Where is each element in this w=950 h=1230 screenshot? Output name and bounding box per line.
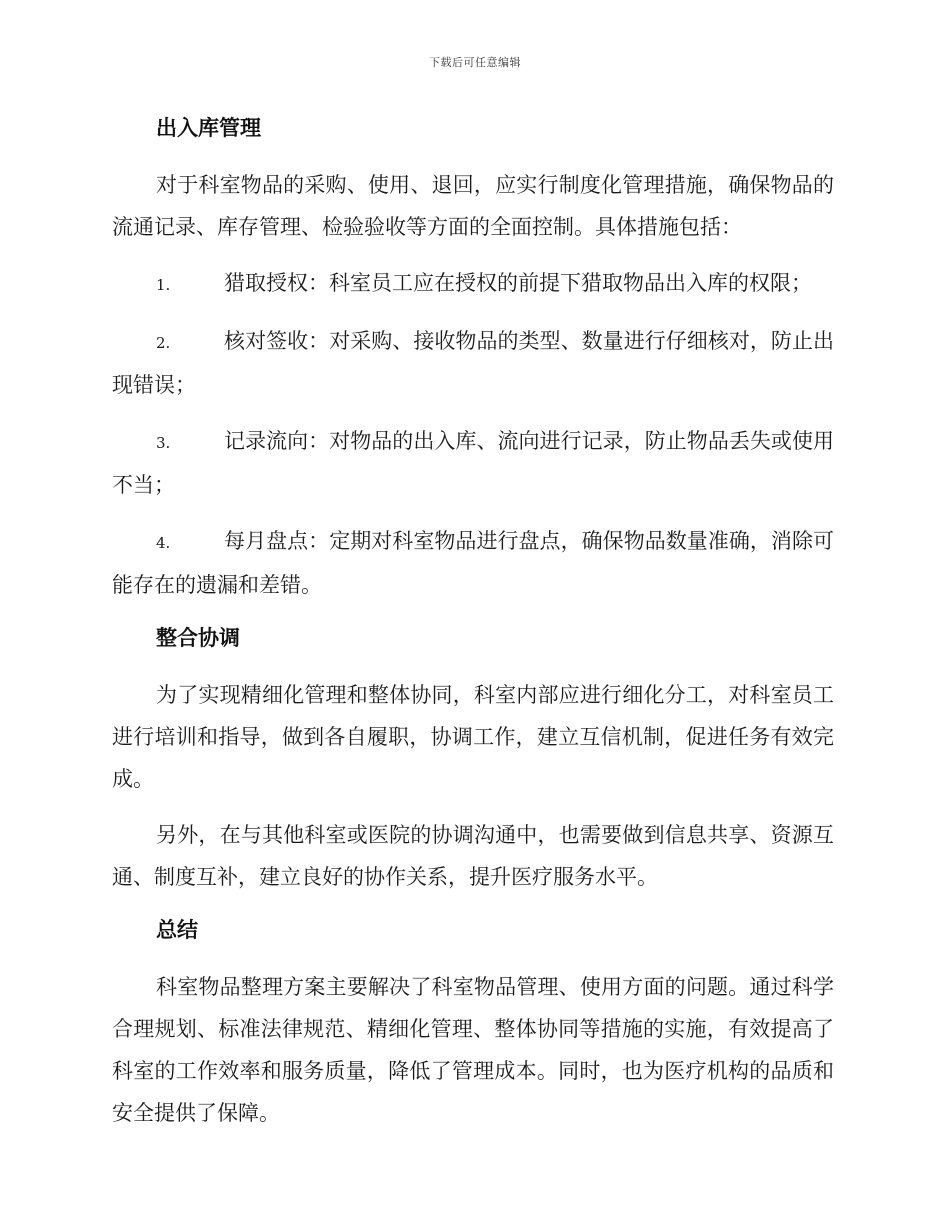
- page-header-note: 下载后可任意编辑: [429, 56, 521, 69]
- list-item-text: 核对签收：对采购、接收物品的类型、数量进行仔细核对，防止出现错误；: [112, 329, 834, 397]
- list-item-text: 记录流向：对物品的出入库、流向进行记录，防止物品丢失或使用不当；: [112, 429, 834, 497]
- list-item-number: 3.: [156, 434, 171, 452]
- list-item-number: 2.: [156, 334, 171, 352]
- section-heading-summary: 总结: [156, 918, 198, 942]
- paragraph: 另外，在与其他科室或医院的协调沟通中，也需要做到信息共享、资源互通、制度互补，建立良好的协作关系，提升医疗服务水平。: [112, 823, 834, 889]
- list-item: [112, 262, 834, 306]
- section-intro-inout: 对于科室物品的采购、使用、退回，应实行制度化管理措施，确保物品的流通记录、库存管理、检验验收等方面的全面控制。具体措施包括：: [112, 173, 834, 239]
- paragraph: 为了实现精细化管理和整体协同，科室内部应进行细化分工，对科室员工进行培训和指导，做到各自履职，协调工作，建立互信机制，促进任务有效完成。: [112, 683, 834, 791]
- list-item-number: 1.: [156, 276, 171, 294]
- list-item: [112, 420, 834, 506]
- list-item-number: 4.: [156, 534, 171, 552]
- document-body: [112, 110, 834, 1148]
- list-item-text: 每月盘点：定期对科室物品进行盘点，确保物品数量准确，消除可能存在的遗漏和差错。: [112, 529, 834, 597]
- paragraph: 科室物品整理方案主要解决了科室物品管理、使用方面的问题。通过科学合理规划、标准法律规范、精细化管理、整体协同等措施的实施，有效提高了科室的工作效率和服务质量，降低了管理成本。同时，也为医疗机构的品质和安全提供了保障。: [112, 975, 834, 1125]
- list-item-text: 猎取授权：科室员工应在授权的前提下猎取物品出入库的权限；: [224, 271, 812, 295]
- section-heading-coordination: 整合协调: [156, 626, 240, 650]
- list-item: [112, 520, 834, 606]
- section-heading-inout: 出入库管理: [156, 116, 261, 140]
- list-item: [112, 320, 834, 406]
